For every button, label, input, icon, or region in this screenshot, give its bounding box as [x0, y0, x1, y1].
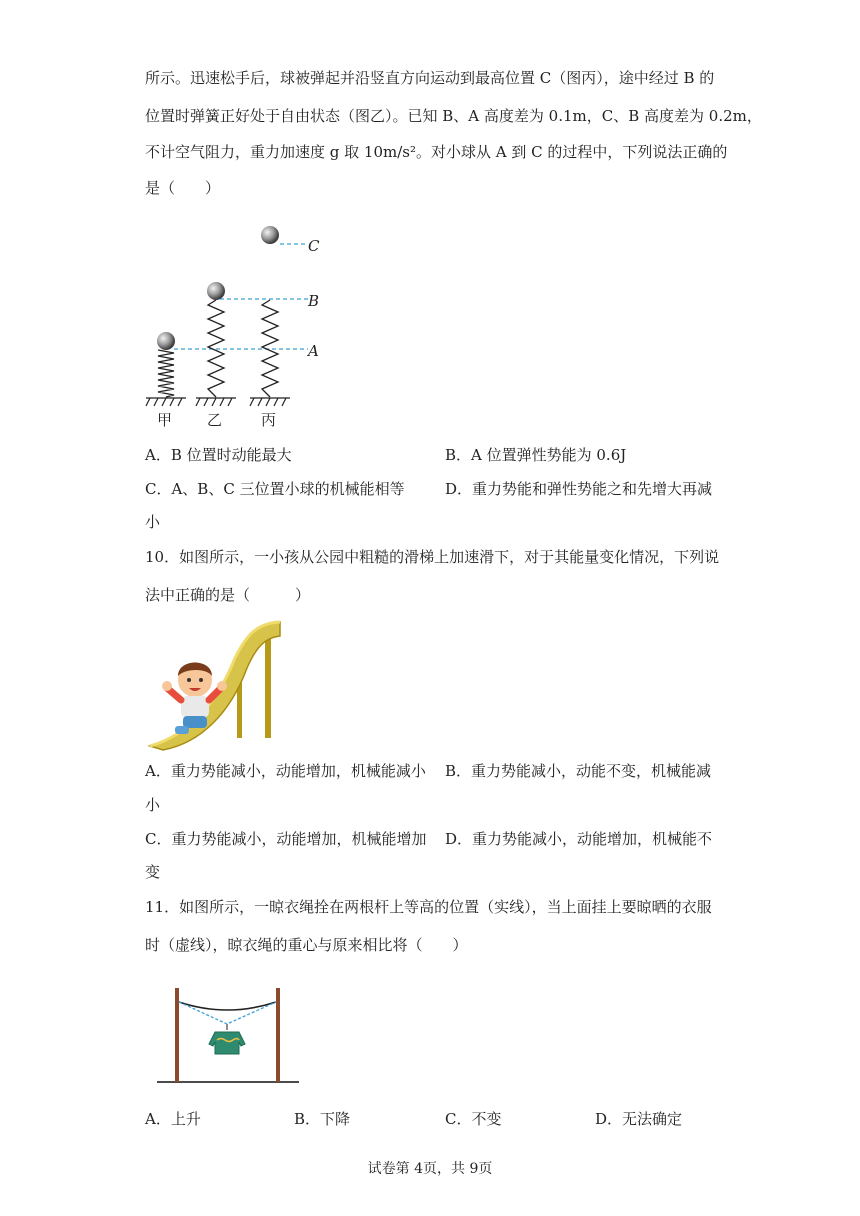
q10-option-c-cont: 变	[145, 863, 161, 881]
q11-option-d[interactable]: D．无法确定	[595, 1110, 683, 1128]
q10-option-b[interactable]: B．重力势能减小，动能不变，机械能减	[445, 762, 712, 780]
ball-yi	[207, 282, 225, 300]
q10-option-c[interactable]: C．重力势能减小，动能增加，机械能增加	[145, 830, 427, 848]
q9-line-4: 是（ ）	[145, 179, 221, 197]
caption-bing: 丙	[261, 411, 277, 429]
q10-line-1: 10．如图所示，一小孩从公园中粗糙的滑梯上加速滑下，对于其能量变化情况，下列说	[145, 548, 720, 566]
q10-line-2: 法中正确的是（ ）	[145, 586, 311, 604]
q9-option-b[interactable]: B．A 位置弹性势能为 0.6J	[445, 446, 627, 464]
q11-line-2: 时（虚线），晾衣绳的重心与原来相比将（ ）	[145, 936, 468, 954]
sweater-icon	[209, 1024, 245, 1054]
q9-option-d-cont: 小	[145, 513, 161, 531]
q11-option-a[interactable]: A．上升	[145, 1110, 201, 1128]
q9-option-d[interactable]: D．重力势能和弹性势能之和先增大再减	[445, 480, 713, 498]
label-a: A	[308, 342, 319, 360]
label-c: C	[308, 237, 320, 255]
ball-jia	[157, 332, 175, 350]
q11-line-1: 11．如图所示，一晾衣绳拴在两根杆上等高的位置（实线），当上面挂上要晾晒的衣服	[145, 898, 712, 916]
q10-option-a[interactable]: A．重力势能减小，动能增加，机械能减小	[145, 762, 426, 780]
q9-line-3: 不计空气阻力，重力加速度 g 取 10m/s²。对小球从 A 到 C 的过程中，下列说法正确的	[145, 143, 728, 161]
caption-yi: 乙	[207, 411, 223, 429]
q11-option-c[interactable]: C．不变	[445, 1110, 502, 1128]
label-b: B	[308, 292, 320, 310]
q9-option-c[interactable]: C．A、B、C 三位置小球的机械能相等	[145, 480, 405, 498]
caption-jia: 甲	[157, 411, 173, 429]
q11-option-b[interactable]: B．下降	[294, 1110, 351, 1128]
spring-ball-figure	[140, 220, 340, 435]
q10-option-d[interactable]: D．重力势能减小，动能增加，机械能不	[445, 830, 713, 848]
slide-figure	[145, 618, 285, 753]
q10-option-a-cont: 小	[145, 796, 161, 814]
page-footer: 试卷第 4页，共 9页	[367, 1161, 493, 1177]
clothesline-figure	[155, 980, 305, 1090]
ball-bing	[261, 226, 279, 244]
spring-jia	[158, 350, 174, 397]
q9-line-1: 所示。迅速松手后，球被弹起并沿竖直方向运动到最高位置 C（图丙），途中经过 B 的	[145, 69, 715, 87]
q9-option-a[interactable]: A．B 位置时动能最大	[145, 446, 292, 464]
ground-yi	[196, 398, 236, 406]
q9-line-2: 位置时弹簧正好处于自由状态（图乙）。已知 B、A 高度差为 0.1m，C、B 高度差为 0.2m，	[145, 107, 762, 125]
ground-jia	[146, 398, 186, 406]
ground-bing	[250, 398, 290, 406]
